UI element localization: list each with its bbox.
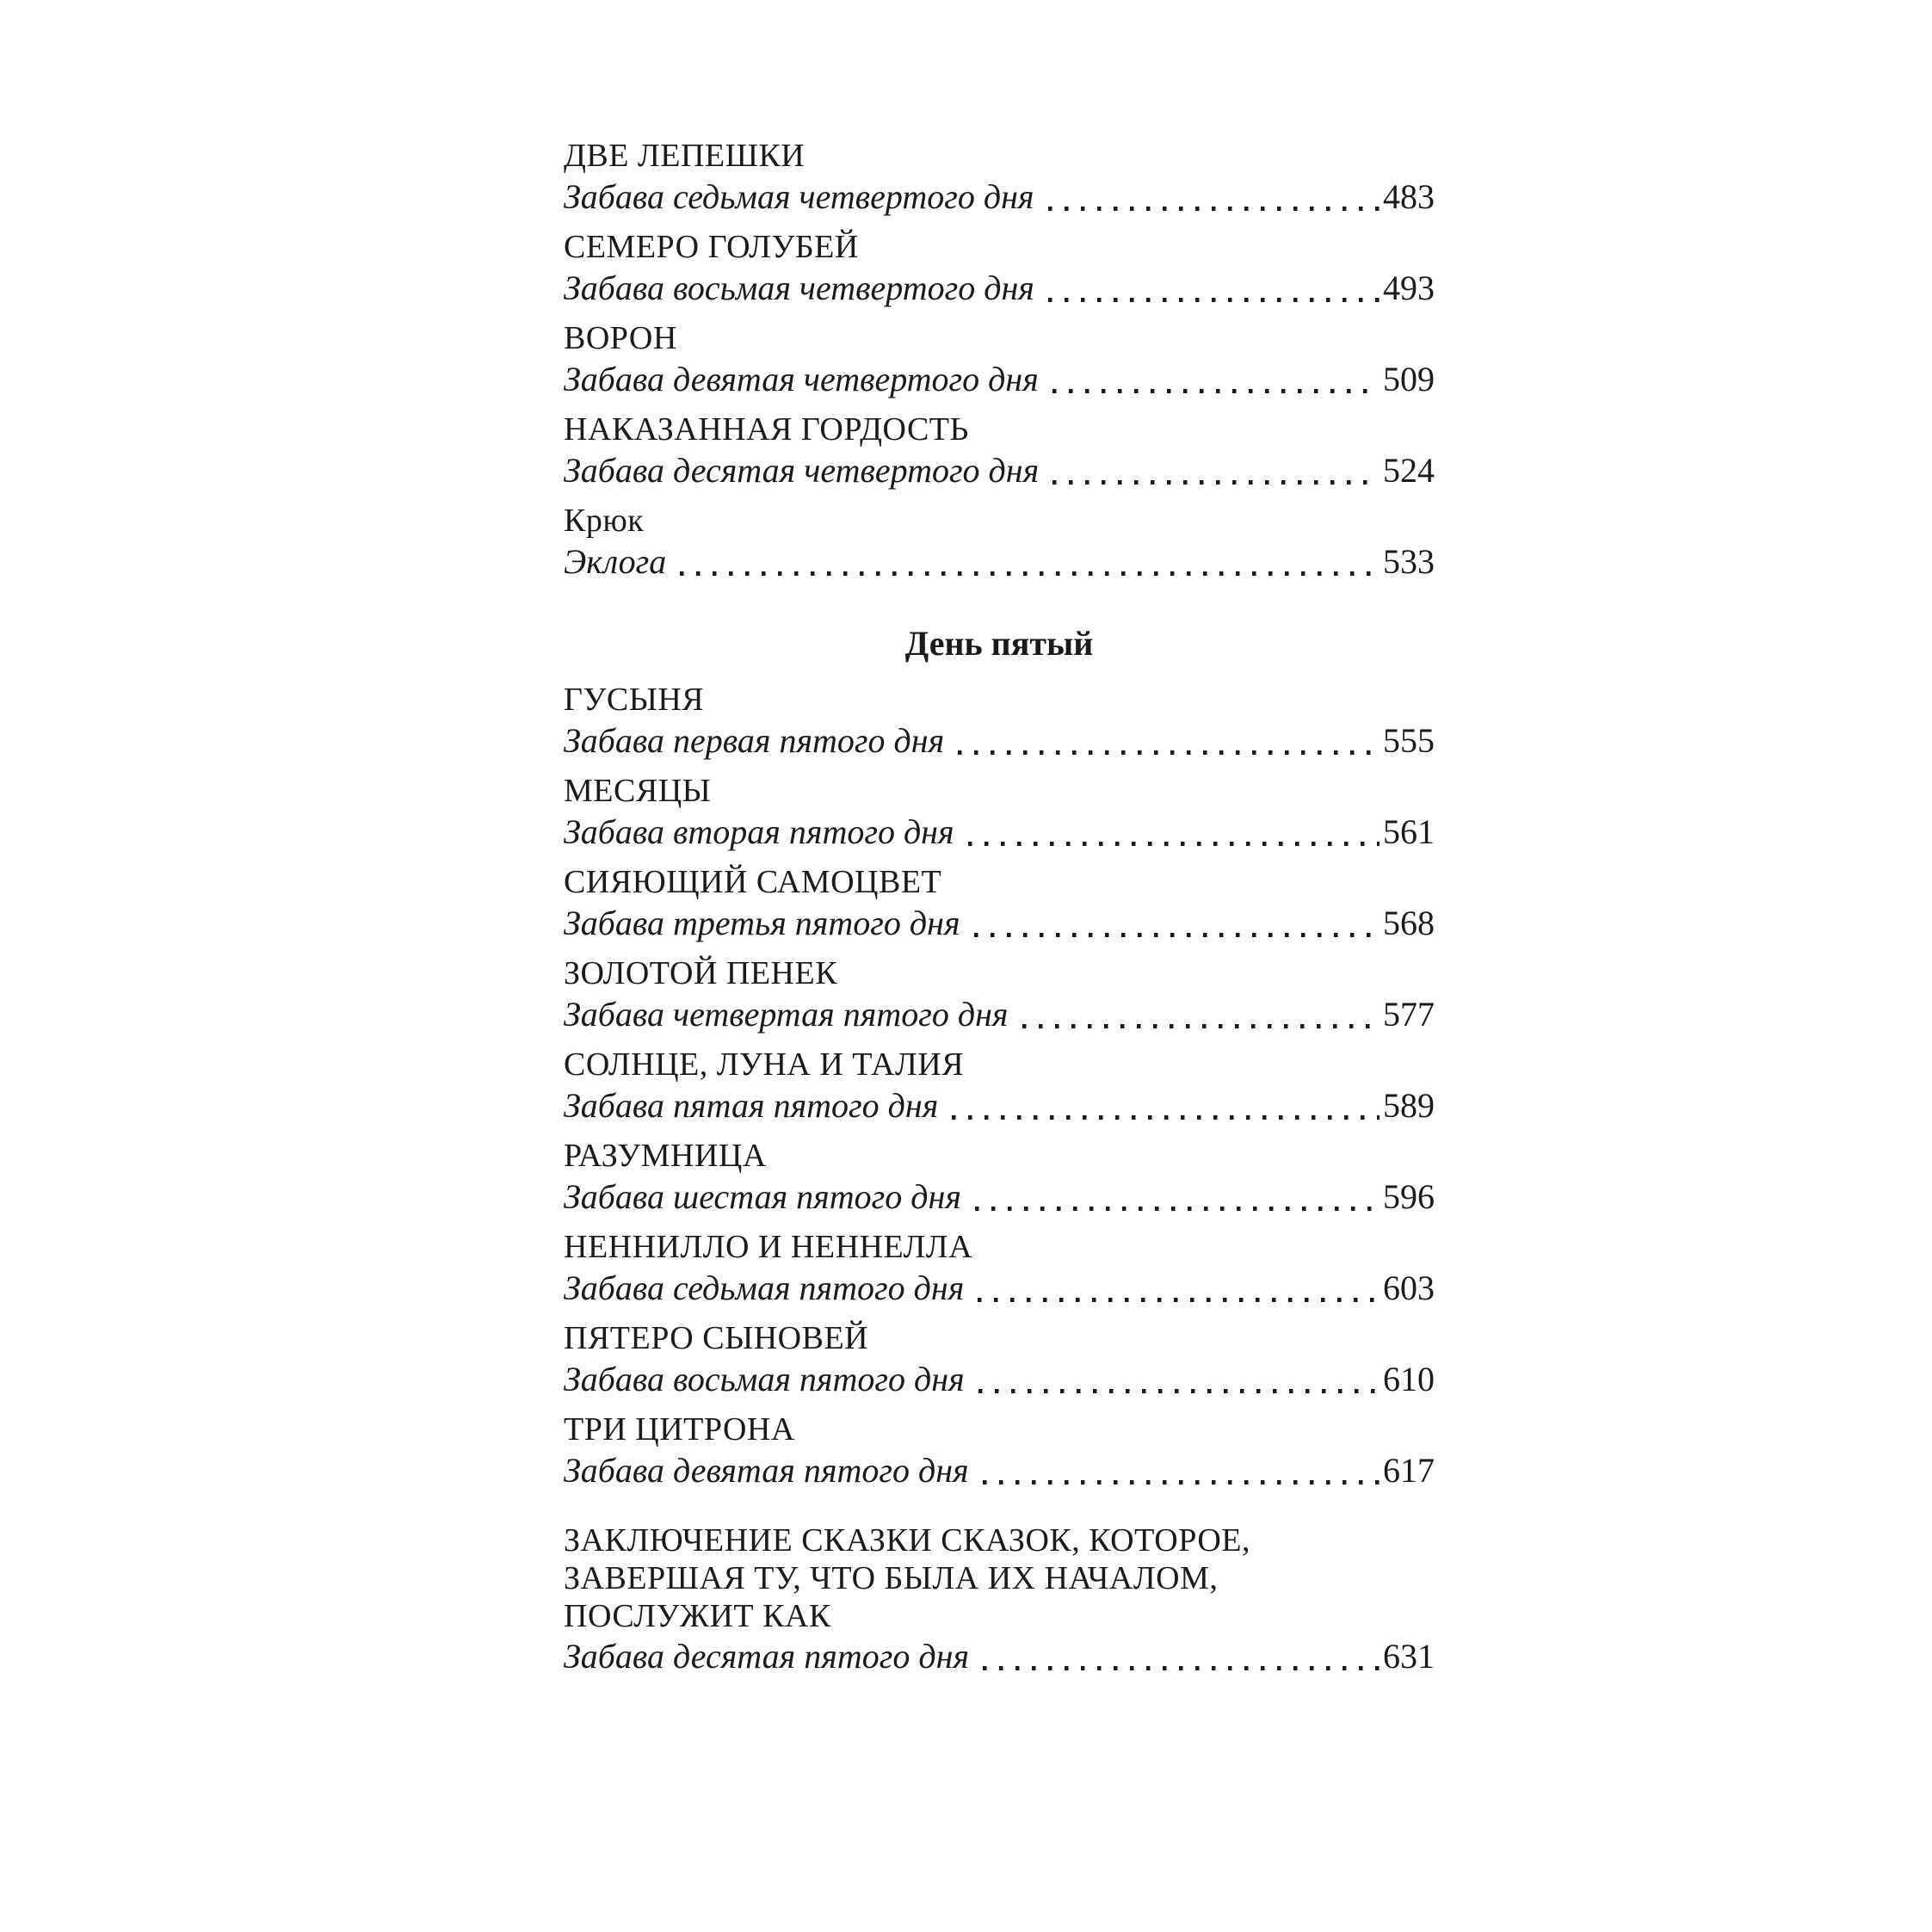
story-subtitle: Забава первая пятого дня [564, 721, 945, 760]
dot-leader [983, 1666, 1380, 1670]
dot-leader [952, 1115, 1380, 1120]
page-number: 483 [1383, 177, 1435, 216]
story-subtitle: Забава шестая пятого дня [564, 1177, 961, 1216]
story-subtitle: Забава третья пятого дня [564, 904, 960, 942]
page-number: 610 [1383, 1360, 1435, 1398]
conclusion-entry [564, 1522, 1435, 1678]
story-subtitle: Забава пятая пятого дня [564, 1086, 939, 1125]
toc-leader-row [564, 993, 1435, 1036]
dot-leader [1048, 207, 1380, 211]
toc-leader-row [564, 358, 1435, 401]
page-number: 617 [1383, 1451, 1435, 1490]
toc-entry [564, 862, 1435, 945]
toc-leader-row [564, 902, 1435, 945]
dot-leader [975, 1207, 1380, 1211]
toc-leader-row [564, 267, 1435, 310]
story-title: ВОРОН [564, 320, 677, 356]
page-number: 631 [1383, 1637, 1435, 1676]
story-title: ДВЕ ЛЕПЕШКИ [564, 138, 806, 174]
toc-leader-row [564, 719, 1435, 762]
story-subtitle: Забава десятая четвертого дня [564, 451, 1040, 490]
story-title: ЗОЛОТОЙ ПЕНЕК [564, 955, 838, 991]
toc-leader-row [564, 449, 1435, 492]
story-subtitle: Эклога [564, 542, 667, 581]
dot-leader [974, 933, 1380, 937]
section-heading: День пятый [904, 624, 1094, 663]
toc-leader-row [564, 1176, 1435, 1219]
page-number: 509 [1383, 360, 1435, 398]
dot-leader [680, 571, 1380, 576]
dot-leader [958, 750, 1380, 755]
story-subtitle: Забава десятая пятого дня [564, 1637, 970, 1676]
toc-leader-row [564, 811, 1435, 854]
day4-entries-section [564, 136, 1435, 583]
dot-leader [968, 842, 1380, 846]
toc-entry [564, 136, 1435, 219]
dot-leader [1052, 480, 1380, 485]
toc-entry [564, 501, 1435, 583]
story-title: РАЗУМНИЦА [564, 1138, 767, 1174]
toc-entry [564, 1410, 1435, 1492]
toc-entry [564, 410, 1435, 492]
story-title: СИЯЮЩИЙ САМОЦВЕТ [564, 864, 942, 900]
page-number: 596 [1383, 1177, 1435, 1216]
story-title: НАКАЗАННАЯ ГОРДОСТЬ [564, 411, 969, 448]
dot-leader [1022, 1024, 1380, 1028]
story-subtitle: Забава восьмая четвертого дня [564, 269, 1034, 307]
story-title: МЕСЯЦЫ [564, 773, 712, 809]
toc-leader-row [564, 1267, 1435, 1310]
story-subtitle: Забава четвертая пятого дня [564, 995, 1009, 1034]
day5-entries-section [564, 680, 1435, 1492]
conclusion-title-line: ПОСЛУЖИТ КАК [564, 1598, 831, 1634]
story-title: ГУСЫНЯ [564, 682, 705, 718]
toc-leader-row [564, 1449, 1435, 1492]
story-subtitle: Забава вторая пятого дня [564, 812, 954, 851]
story-title: Крюк [564, 503, 645, 539]
toc-entry [564, 680, 1435, 762]
toc-leader-row [564, 1635, 1435, 1678]
dot-leader [978, 1389, 1380, 1393]
toc-entry [564, 1227, 1435, 1310]
story-subtitle: Забава девятая пятого дня [564, 1451, 969, 1490]
page-number: 533 [1383, 542, 1435, 581]
dot-leader [1048, 298, 1380, 302]
toc-entry [564, 1318, 1435, 1401]
dot-leader [983, 1480, 1380, 1484]
page-number: 524 [1383, 451, 1435, 490]
page-number: 603 [1383, 1268, 1435, 1307]
toc-entry [564, 318, 1435, 401]
story-title: НЕННИЛЛО И НЕННЕЛЛА [564, 1229, 973, 1265]
story-subtitle: Забава седьмая пятого дня [564, 1268, 965, 1307]
page-number: 561 [1383, 812, 1435, 851]
toc-entry [564, 1045, 1435, 1127]
conclusion-title-line: ЗАКЛЮЧЕНИЕ СКАЗКИ СКАЗОК, КОТОРОЕ, [564, 1522, 1250, 1559]
toc-entry [564, 954, 1435, 1036]
story-title: ПЯТЕРО СЫНОВЕЙ [564, 1320, 869, 1356]
toc-entry [564, 227, 1435, 310]
story-subtitle: Забава седьмая четвертого дня [564, 177, 1034, 216]
page-number: 589 [1383, 1086, 1435, 1125]
dot-leader [978, 1298, 1380, 1302]
toc-leader-row [564, 176, 1435, 219]
toc-content-column [564, 136, 1435, 1687]
toc-entry [564, 771, 1435, 854]
page-number: 493 [1383, 269, 1435, 307]
conclusion-title-line: ЗАВЕРШАЯ ТУ, ЧТО БЫЛА ИХ НАЧАЛОМ, [564, 1560, 1219, 1596]
story-title: ТРИ ЦИТРОНА [564, 1411, 795, 1447]
story-title: СЕМЕРО ГОЛУБЕЙ [564, 229, 859, 265]
toc-entry [564, 1136, 1435, 1219]
toc-leader-row [564, 540, 1435, 583]
page-number: 555 [1383, 721, 1435, 760]
page-number: 568 [1383, 904, 1435, 942]
dot-leader [1052, 389, 1380, 393]
story-subtitle: Забава восьмая пятого дня [564, 1360, 965, 1398]
page-number: 577 [1383, 995, 1435, 1034]
toc-leader-row [564, 1358, 1435, 1401]
story-title: СОЛНЦЕ, ЛУНА И ТАЛИЯ [564, 1046, 965, 1083]
toc-leader-row [564, 1084, 1435, 1127]
story-subtitle: Забава девятая четвертого дня [564, 360, 1039, 398]
